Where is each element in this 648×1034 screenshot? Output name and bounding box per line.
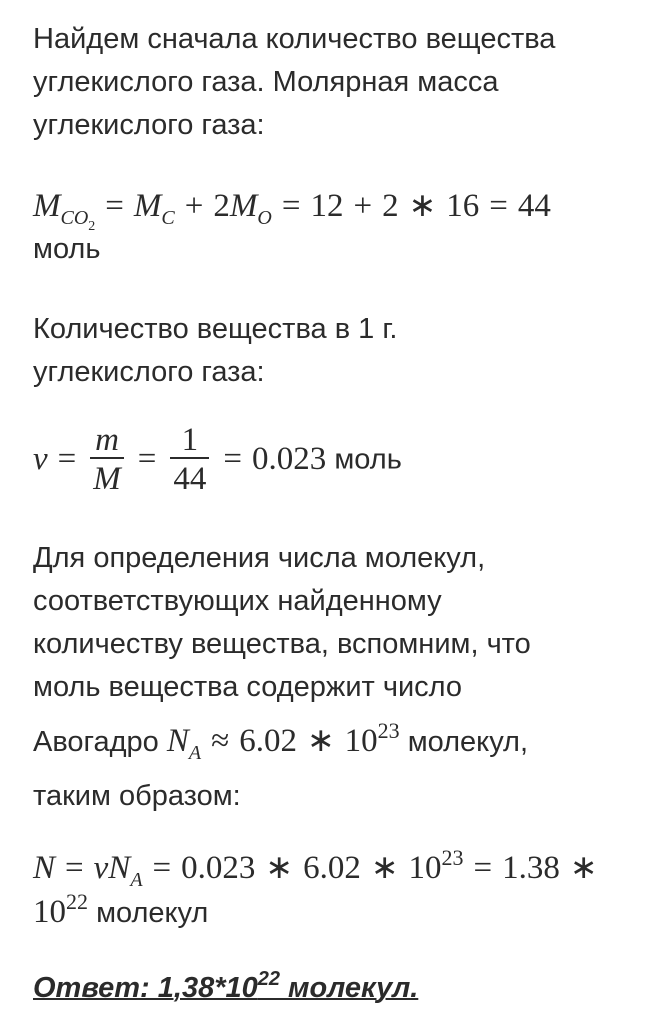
molecule-count-equation-continued bbox=[33, 880, 208, 935]
fraction-denominator: 44 bbox=[170, 457, 209, 499]
math-number: 10 bbox=[344, 723, 378, 759]
text-line: соответствующих найденному bbox=[33, 585, 442, 617]
math-exponent: 23 bbox=[441, 845, 464, 870]
unit-text: моль bbox=[334, 443, 402, 476]
math-operator: ∗ bbox=[306, 723, 335, 759]
amount-equation bbox=[33, 423, 402, 499]
text-line: Для определения числа молекул, bbox=[33, 542, 486, 574]
text-line: Найдем сначала количество вещества bbox=[33, 23, 556, 55]
math-operator: = bbox=[105, 188, 124, 224]
amount-paragraph bbox=[33, 308, 397, 394]
math-number: 0.023 bbox=[252, 440, 327, 477]
fraction bbox=[90, 423, 124, 499]
avogadro-paragraph bbox=[33, 537, 531, 818]
math-operator: = bbox=[152, 850, 172, 886]
text-line: углекислого газа: bbox=[33, 109, 265, 141]
math-operator: = bbox=[473, 850, 493, 886]
text-line: углекислого газа. Молярная масса bbox=[33, 66, 499, 98]
fraction-numerator: m bbox=[95, 422, 119, 458]
math-operator: ∗ bbox=[569, 850, 598, 886]
math-subscript: A bbox=[188, 742, 202, 764]
text-line: моль вещества содержит число bbox=[33, 671, 463, 703]
unit-text: молекул bbox=[96, 897, 209, 929]
math-operator: = bbox=[57, 440, 77, 477]
text-line: Авогадро $N_A \approx 6.02$ ∗ $10^{23}$ молекул, bbox=[33, 718, 529, 764]
text-line: таким образом: bbox=[33, 780, 241, 812]
math-symbol: M bbox=[33, 188, 61, 224]
unit-text: моль bbox=[33, 233, 101, 265]
math-subscript: A bbox=[130, 869, 143, 891]
math-operator: + bbox=[353, 188, 373, 224]
math-symbol: N bbox=[108, 850, 131, 886]
math-number: 10 bbox=[408, 850, 442, 886]
math-operator: ≈ bbox=[211, 723, 230, 759]
math-operator: + bbox=[184, 188, 204, 224]
intro-paragraph bbox=[33, 18, 555, 147]
math-symbol: N bbox=[33, 850, 56, 886]
math-number: 44 bbox=[517, 188, 551, 224]
math-number: 0.023 bbox=[181, 850, 256, 886]
math-operator: = bbox=[281, 188, 301, 224]
math-symbol: N bbox=[166, 723, 189, 759]
math-symbol: ν bbox=[33, 440, 48, 477]
fraction-denominator: M bbox=[90, 457, 124, 499]
math-subscript: CO2 bbox=[60, 207, 96, 234]
text-line: Количество вещества в 1 г. bbox=[33, 313, 398, 345]
math-number: 6.02 bbox=[239, 723, 297, 759]
math-exponent: 23 bbox=[377, 718, 400, 743]
math-symbol: M bbox=[133, 188, 162, 224]
molar-mass-equation bbox=[33, 185, 551, 248]
math-number: 12 bbox=[310, 188, 344, 224]
math-number: 16 bbox=[446, 188, 480, 224]
math-operator: = bbox=[223, 440, 243, 477]
math-symbol: ν bbox=[93, 850, 109, 886]
math-operator: ∗ bbox=[408, 188, 437, 224]
math-number: 2 bbox=[213, 188, 230, 224]
math-subscript: C bbox=[161, 207, 175, 229]
math-operator: ∗ bbox=[265, 850, 294, 886]
math-operator: = bbox=[65, 850, 84, 886]
math-exponent: 22 bbox=[66, 889, 88, 914]
text-line: углекислого газа: bbox=[33, 356, 265, 388]
answer-exponent: 22 bbox=[257, 968, 280, 990]
fraction bbox=[170, 423, 209, 499]
final-answer: Ответ: $1,38*10^{22}$ молекул. bbox=[33, 968, 419, 1004]
math-number: 1.38 bbox=[502, 850, 560, 886]
math-number: 2 bbox=[382, 188, 399, 224]
math-symbol: M bbox=[229, 188, 258, 224]
math-operator: = bbox=[489, 188, 508, 224]
math-operator: ∗ bbox=[370, 850, 399, 886]
math-number: 6.02 bbox=[303, 850, 361, 886]
math-subscript: O bbox=[257, 207, 272, 229]
fraction-numerator: 1 bbox=[181, 422, 199, 458]
math-number: 10 bbox=[33, 894, 66, 930]
text-line: количеству вещества, вспомним, что bbox=[33, 628, 531, 660]
math-operator: = bbox=[137, 440, 157, 477]
